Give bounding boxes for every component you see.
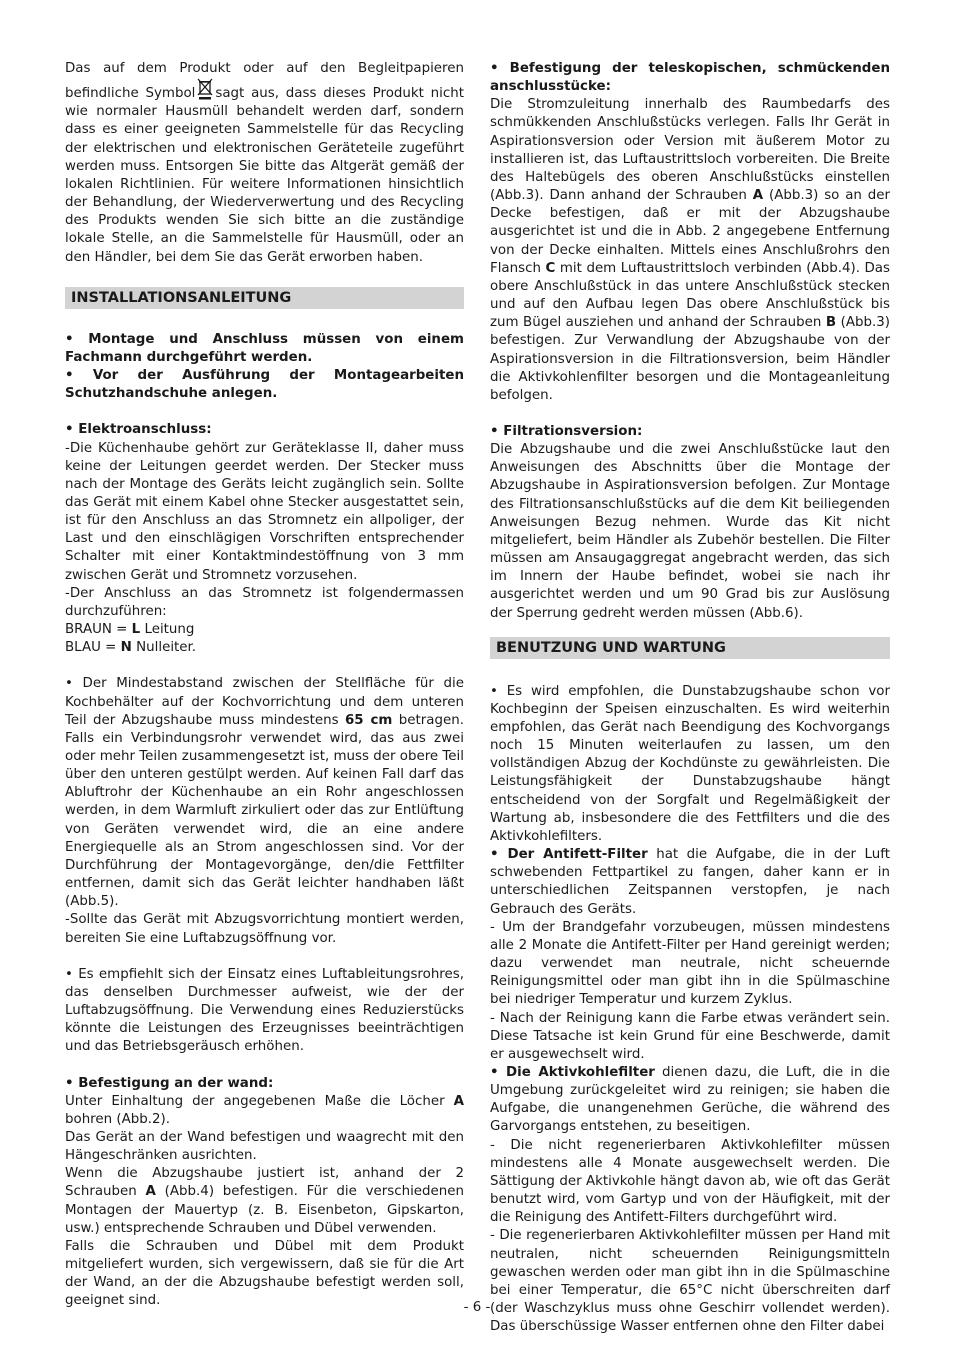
warning-1: • Montage und Anschluss müssen von einem Fachmann durchgeführt werden.	[65, 331, 464, 365]
aktivkohle-paragraph	[490, 1064, 890, 1137]
aktivkohle-text: dienen dazu, die Luft, die in die Umgebung zurückgeleitet wird zu reinigen; sie haben die Aufgabe, die unangenehmen Gerüche, die während des Garvorgangs entstehen, zu beseitigen.	[490, 1064, 890, 1135]
abstand-paragraph	[65, 675, 464, 911]
blau-pre: BLAU =	[65, 640, 121, 656]
blau-bold: N	[120, 640, 132, 656]
braun-pre: BRAUN =	[65, 622, 132, 638]
antifett-paragraph-3: - Nach der Reinigung kann die Farbe etwas verändert sein. Diese Tatsache ist kein Grund für eine Beschwerde, damit er ausgewechselt wird.	[490, 1010, 890, 1062]
tele-bold-2: C	[545, 260, 556, 276]
braun-bold: L	[131, 622, 141, 638]
wand-paragraph-3	[65, 1165, 464, 1238]
warning-2: • Vor der Ausführung der Montagearbeiten Schutzhandschuhe anlegen.	[65, 368, 464, 402]
intro-text-c: sagt aus, dass dieses Produkt nicht wie normaler Hausmüll behandelt werden darf, sondern dass es einer geeigneten Sammelstelle für das Recycling der elektrischen und elektronischen Geräteteile zugeführt werden muss. Entsorgen Sie bitte das Altgerät gemäß der lokalen Richtlinien. Für weitere Informationen hinsichtlich der Behandlung, der Wiederverwertung und des Recycling des Produkts wenden Sie sich bitte an die zuständige lokale Stelle, an die Sammelstelle für Hausmüll, oder an den Händler, bei dem Sie das Gerät erworben haben.	[65, 86, 464, 265]
wand-paragraph-2: Das Gerät an der Wand befestigen und waagrecht mit den Hängeschränken ausrichten.	[65, 1129, 464, 1164]
aktivkohle-paragraph-3: - Die regenerierbaren Aktivkohlefilter müssen per Hand mit neutralen, nicht scheuernden Reinigungsmitteln gewaschen werden oder man gibt ihn in die Spülmaschine bei einer Temperatur, die 65°C nicht überschreiten darf (der Waschzyklus muss ohne Geschirr vollendet werden). Das überschüssige Wasser entfernen ohne den Filter dabei	[490, 1228, 890, 1335]
wand-p3-bold: A	[145, 1184, 156, 1200]
aktivkohle-paragraph-2: - Die nicht regenerierbaren Aktivkohlefilter müssen mindestens alle 4 Monate ausgewechselt werden. Die Sättigung der Aktivkohle hängt davon ab, wie oft das Gerät benutzt wird, vom Gartyp und von der Häufigkeit, mit der die Reinigung des Antifett-Filters durchgeführt wird.	[490, 1137, 890, 1226]
tele-paragraph	[490, 96, 890, 405]
abstand-bold: 65 cm	[344, 712, 393, 728]
intro-text-b: Symbol	[145, 86, 196, 102]
elektro-paragraph-2: -Der Anschluss an das Stromnetz ist folgendermassen durchzuführen:	[65, 585, 464, 619]
wand-p3-post: (Abb.4) befestigen. Für die verschiedenen Montagen der Mauertyp (z. B. Eisenbeton, Gipskarton, usw.) entsprechende Schrauben und Dübel verwenden.	[65, 1184, 464, 1236]
crossed-bin-icon	[197, 78, 213, 100]
abstand-post: betragen. Falls ein Verbindungsrohr verwendet wird, das aus zwei oder mehr Teilen zusammengesetzt ist, muss der obere Teil über den unteren gestülpt werden. Auf keinen Fall darf das Abluftrohr der Küchenhaube an ein Rohr angeschlossen werden, in dem Warmluft zirkuliert oder das zur Entlüftung von Geräten verwendet wird, die an eine andere Energiequelle als an Strom angeschlossen sind. Vor der Durchführung der Montagevorgänge, den/die Fettfilter entfernen, damit sich das Gerät leichter handhaben läßt (Abb.5).	[65, 712, 464, 910]
tele-text-4: (Abb.3) befestigen. Zur Verwandlung der Abzugshaube von der Aspirationsversion in die Filtrationsversion, beim Händler die Aktivkohlenfilter besorgen und die Montageanleitung befolgen.	[490, 315, 890, 403]
antifett-text: hat die Aufgabe, die in der Luft schwebenden Fettpartikel zu fangen, daher kann er in unterschiedlichen Zeitspannen verstopfen, je nach Gebrauch des Geräts.	[490, 847, 890, 917]
tele-text-1: Die Stromzuleitung innerhalb des Raumbedarfs des schmükkenden Anschlußstücks verlegen. Falls Ihr Gerät in Aspirationsversion oder Version mit äußerem Motor zu installieren ist, das Luftaustrittsloch vorbereiten. Die Breite des Haltebügels des oberen Anschlußstücks einstellen (Abb.3). Dann anhand der Schrauben	[490, 97, 890, 204]
braun-post: Leitung	[140, 622, 195, 638]
left-column	[65, 60, 464, 1311]
heading-usage: BENUTZUNG UND WARTUNG	[490, 637, 890, 659]
tele-bold-1: A	[752, 188, 764, 204]
abstand-paragraph-2: -Sollte das Gerät mit Abzugsvorrichtung montiert werden, bereiten Sie eine Luftabzugsöffnung vor.	[65, 912, 464, 946]
braun-line	[65, 621, 464, 639]
heading-installation: INSTALLATIONSANLEITUNG	[65, 287, 464, 309]
elektro-title: • Elektroanschluss:	[65, 422, 212, 438]
wand-p3-pre: Wenn die Abzugshaube justiert ist, anhand der 2 Schrauben	[65, 1166, 464, 1200]
intro-paragraph	[65, 60, 464, 267]
antifett-paragraph-2: - Um der Brandgefahr vorzubeugen, müssen mindestens alle 2 Monate die Antifett-Filter per Hand gereinigt werden; dazu verwendet man neutrale, nicht scheuernde Reinigungsmittel oder man gibt ihn in die Spülmaschine bei niedriger Temperatur und kurzem Zyklus.	[490, 919, 890, 1008]
wand-paragraph-4: Falls die Schrauben und Dübel mit dem Produkt mitgeliefert wurden, sich vergewissern, daß sie für die Art der Wand, an der die Abzugshaube befestigt werden soll, geeignet sind.	[65, 1238, 464, 1309]
tele-bold-3: B	[825, 315, 837, 331]
wand-title: • Befestigung an der wand:	[65, 1075, 274, 1091]
antifett-paragraph	[490, 846, 890, 919]
blau-post: Nulleiter.	[131, 640, 197, 656]
filtration-paragraph: Die Abzugshaube und die zwei Anschlußstücke laut den Anweisungen des Abschnitts über die Montage der Abzugshaube in Aspirationsversion befolgen. Zur Montage des Filtrationsanschlußstücks auf die dem Kit beiliegenden Anweisungen Bezug nehmen. Wurde das Kit nicht mitgeliefert, beim Händler als Zubehör bestellen. Die Filter müssen am Ansaugaggregat angebracht werden, das sich im Innern der Haube befindet, wobei sie nach ihr ausgerichtet werden und um 90 Grad bis zur Auslösung der Sperrung gedreht werden müssen (Abb.6).	[490, 442, 890, 621]
wand-p1-bold: A	[453, 1093, 464, 1109]
wand-paragraph-1	[65, 1093, 464, 1129]
antifett-bold: • Der Antifett-Filter	[490, 847, 648, 863]
wand-p1-pre: Unter Einhaltung der angegebenen Maße die Löcher	[65, 1093, 454, 1109]
right-column	[490, 60, 890, 1336]
aktivkohle-bold: • Die Aktivkohlefilter	[490, 1064, 655, 1080]
wand-p1-post: bohren (Abb.2).	[65, 1111, 171, 1127]
page-number: - 6 -	[463, 1300, 491, 1315]
blau-line	[65, 639, 464, 657]
intro-text-a: Das auf dem Produkt oder auf den Begleitpapieren befindliche	[65, 61, 464, 102]
abstand-pre: • Der Mindestabstand zwischen der Stellfläche für die Kochbehälter auf der Kochvorrichtung und dem unteren Teil der Abzugshaube muss mindestens	[65, 676, 464, 728]
rohr-paragraph: • Es empfiehlt sich der Einsatz eines Luftableitungsrohres, das denselben Durchmesser aufweist, wie der der Luftabzugsöffnung. Die Verwendung eines Reduzierstücks könnte die Leistungen des Erzeugnisses beeinträchtigen und das Betriebsgeräusch erhöhen.	[65, 966, 464, 1055]
tele-title: • Befestigung der teleskopischen, schmückenden anschlusstücke:	[490, 61, 890, 95]
tele-text-2: (Abb.3) so an der Decke befestigen, daß er mit der Abzugshaube ausgerichtet ist und die in Abb. 2 angegebene Entfernung von der Decke einhalten. Mittels eines Anschlußrohrs den Flansch	[490, 188, 890, 276]
tele-text-3: mit dem Luftaustrittsloch verbinden (Abb.4). Das obere Anschlußstück in das untere Anschlußstück stecken und auf den Aufbau legen Das obere Anschlußstück bis zum Bügel ausziehen und anhand der Schrauben	[490, 260, 890, 331]
filtration-title: • Filtrationsversion:	[490, 423, 643, 439]
elektro-paragraph-1: -Die Küchenhaube gehört zur Geräteklasse II, daher muss keine der Leitungen geerdet werden. Der Stecker muss nach der Montage des Geräts leicht zugänglich sein. Sollte das Gerät mit einem Kabel ohne Stecker ausgestattet sein, ist für den Anschluss an das Stromnetz ein allpoliger, der Last und den einschlägigen Vorschriften entsprechender Schalter mit einer Kontaktmindestöffnung von 3 mm zwischen Gerät und Stromnetz vorzusehen.	[65, 440, 464, 583]
usage-paragraph-1: • Es wird empfohlen, die Dunstabzugshaube schon vor Kochbeginn der Speisen einzuschalten. Es wird weiterhin empfohlen, das Gerät nach Beendigung des Kochvorgangs noch 15 Minuten weiterlaufen zu lassen, um den vollständigen Abzug der Kochdünste zu gewährleisten. Die Leistungsfähigkeit der Dunstabzugshaube hängt entscheidend von der Sorgfalt und Regelmäßigkeit der Wartung ab, insbesondere die des Fettfilters und die des Aktivkohlefilters.	[490, 683, 890, 844]
